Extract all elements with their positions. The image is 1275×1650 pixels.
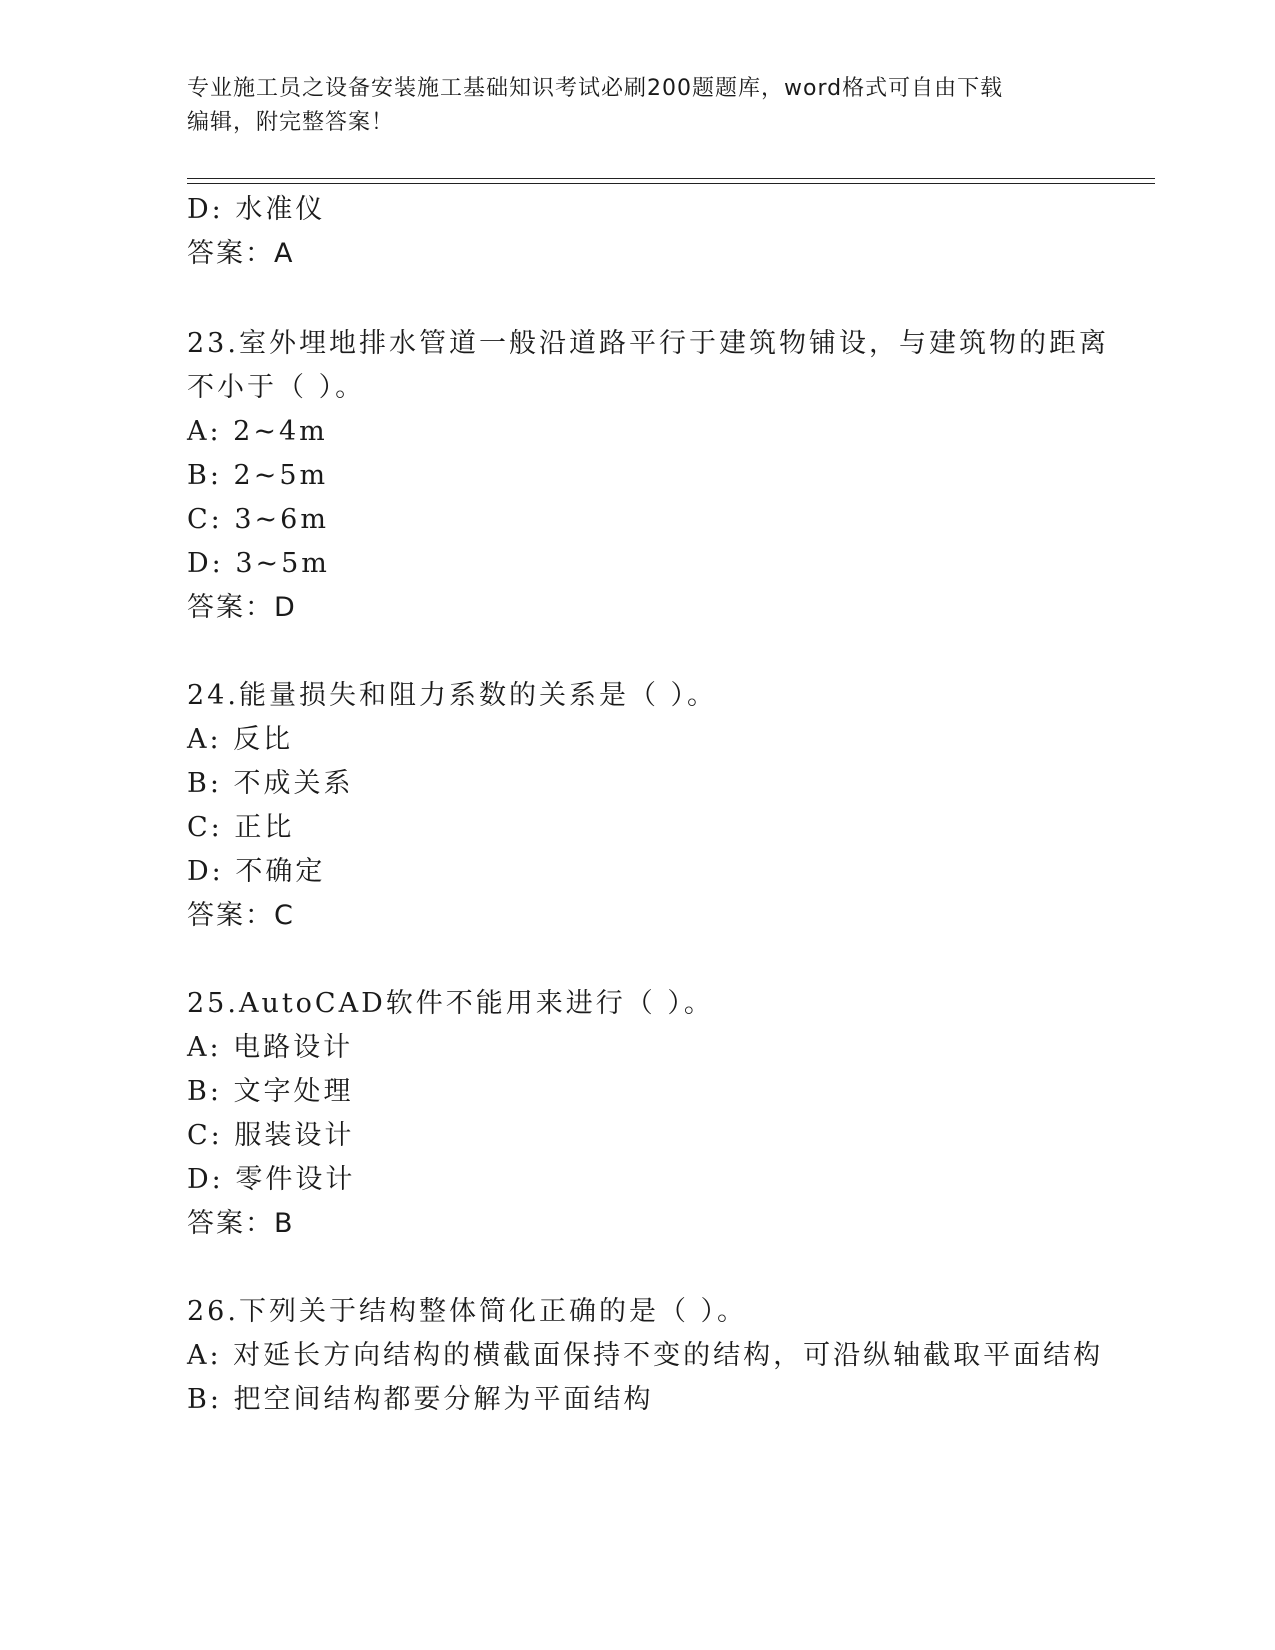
q23-answer: 答案：D	[187, 592, 297, 623]
q24-option-d: D: 不确定	[187, 856, 326, 887]
prev-option-d: D: 水准仪	[187, 194, 326, 225]
prev-answer: 答案：A	[187, 238, 295, 269]
page-header	[187, 72, 1087, 140]
q26-stem: 26.下列关于结构整体简化正确的是（ ）。	[187, 1296, 748, 1327]
q25-option-c: C: 服装设计	[187, 1120, 355, 1151]
q23-option-c: C: 3~6m	[187, 504, 329, 535]
q24-option-a: A: 反比	[187, 724, 294, 755]
header-divider-bottom	[187, 183, 1155, 184]
header-title-line-1: 专业施工员之设备安装施工基础知识考试必刷200题题库，word格式可自由下载	[187, 76, 1004, 101]
q23-stem-line-2: 不小于（ ）。	[187, 372, 366, 403]
q26-option-b: B: 把空间结构都要分解为平面结构	[187, 1384, 654, 1415]
q23-stem-line-1: 23.室外埋地排水管道一般沿道路平行于建筑物铺设，与建筑物的距离	[187, 328, 1109, 359]
q24-stem: 24.能量损失和阻力系数的关系是（ ）。	[187, 680, 718, 711]
q25-option-a: A: 电路设计	[187, 1032, 354, 1063]
q25-stem: 25.AutoCAD软件不能用来进行（ ）。	[187, 988, 714, 1019]
q25-option-d: D: 零件设计	[187, 1164, 356, 1195]
q23-option-a: A: 2~4m	[187, 416, 328, 447]
q23-option-b: B: 2~5m	[187, 460, 329, 491]
header-divider-top	[187, 178, 1155, 179]
q26-option-a: A: 对延长方向结构的横截面保持不变的结构，可沿纵轴截取平面结构	[187, 1340, 1104, 1371]
q23-option-d: D: 3~5m	[187, 548, 330, 579]
q25-answer: 答案：B	[187, 1208, 295, 1239]
q24-option-b: B: 不成关系	[187, 768, 354, 799]
q24-answer: 答案：C	[187, 900, 295, 931]
q25-option-b: B: 文字处理	[187, 1076, 354, 1107]
q24-option-c: C: 正比	[187, 812, 295, 843]
header-title-line-2: 编辑，附完整答案！	[187, 110, 395, 135]
